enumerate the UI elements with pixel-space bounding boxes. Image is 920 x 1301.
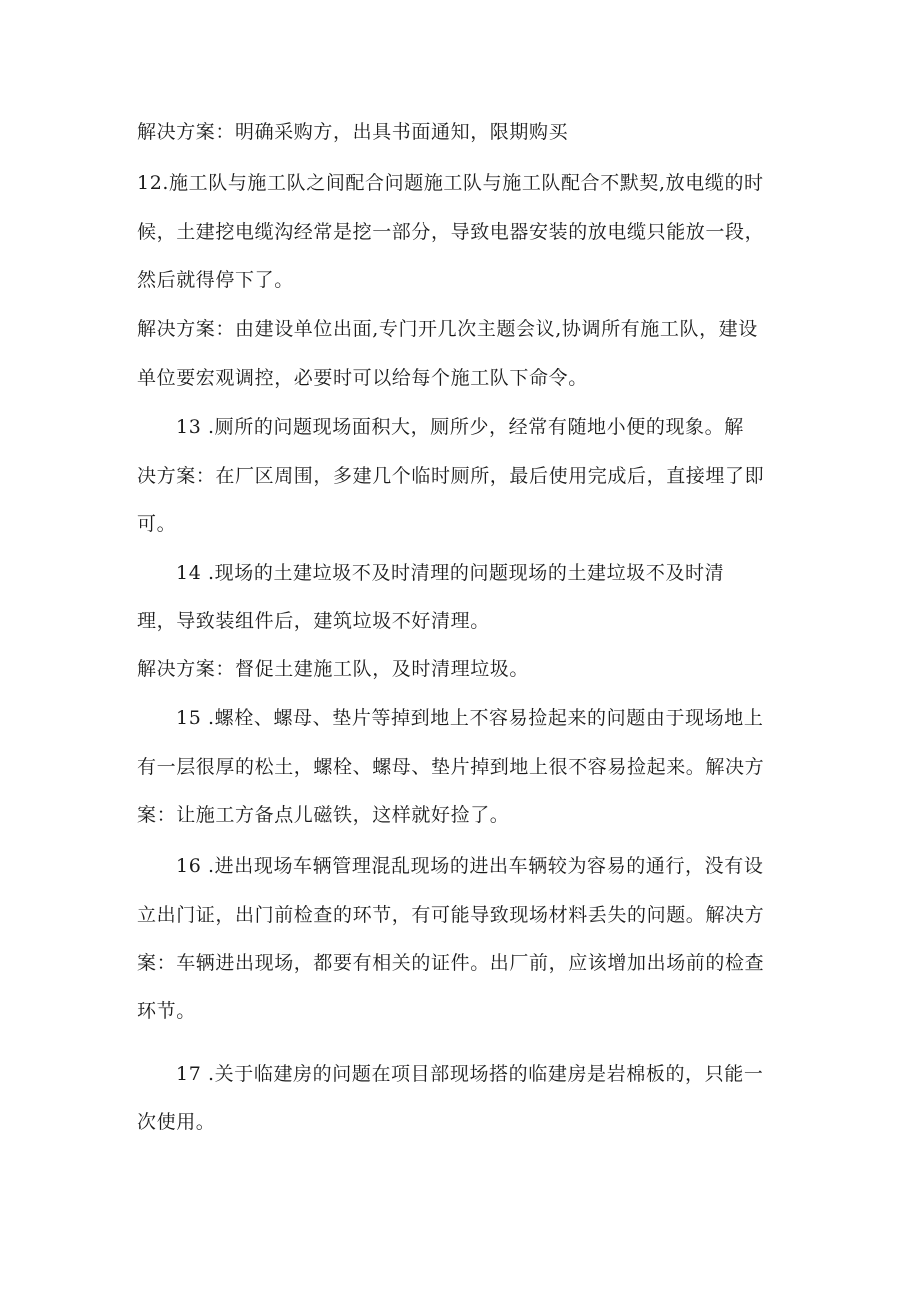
text-line: 可。 (137, 513, 177, 535)
text-line: 候，土建挖电缆沟经常是挖一部分，导致电器安装的放电缆只能放一段， (137, 221, 765, 243)
text-line: 立出门证，出门前检查的环节，有可能导致现场材料丢失的问题。解决方 (137, 904, 765, 926)
text-line: 解决方案：明确采购方，出具书面通知，限期购买 (137, 121, 569, 143)
text-line: 17 .关于临建房的问题在项目部现场搭的临建房是岩棉板的，只能一 (176, 1063, 764, 1085)
text-line: 案：让施工方备点儿磁铁，这样就好捡了。 (137, 804, 510, 826)
text-line: 有一层很厚的松土，螺栓、螺母、垫片掉到地上很不容易捡起来。解决方 (137, 756, 765, 778)
text-line: 13 .厕所的问题现场面积大，厕所少，经常有随地小便的现象。解 (176, 416, 744, 438)
text-line: 然后就得停下了。 (137, 269, 294, 291)
text-line: 12.施工队与施工队之间配合问题施工队与施工队配合不默契,放电缆的时 (137, 172, 764, 194)
text-line: 单位要宏观调控，必要时可以给每个施工队下命令。 (137, 367, 588, 389)
text-line: 解决方案：督促土建施工队，及时清理垃圾。 (137, 658, 530, 680)
text-line: 15 .螺栓、螺母、垫片等掉到地上不容易捡起来的问题由于现场地上 (176, 707, 764, 729)
text-line: 理，导致装组件后，建筑垃圾不好清理。 (137, 610, 490, 632)
text-line: 案：车辆进出现场，都要有相关的证件。出厂前，应该增加出场前的检查 (137, 952, 765, 974)
text-line: 14 .现场的土建垃圾不及时清理的问题现场的土建垃圾不及时清 (176, 562, 725, 584)
text-line: 环节。 (137, 1000, 196, 1022)
text-line: 决方案：在厂区周围，多建几个临时厕所，最后使用完成后，直接埋了即 (137, 465, 765, 487)
text-line: 解决方案：由建设单位出面,专门开几次主题会议,协调所有施工队，建设 (137, 318, 758, 340)
text-line: 次使用。 (137, 1111, 216, 1133)
text-line: 16 .进出现场车辆管理混乱现场的进出车辆较为容易的通行，没有设 (176, 855, 764, 877)
